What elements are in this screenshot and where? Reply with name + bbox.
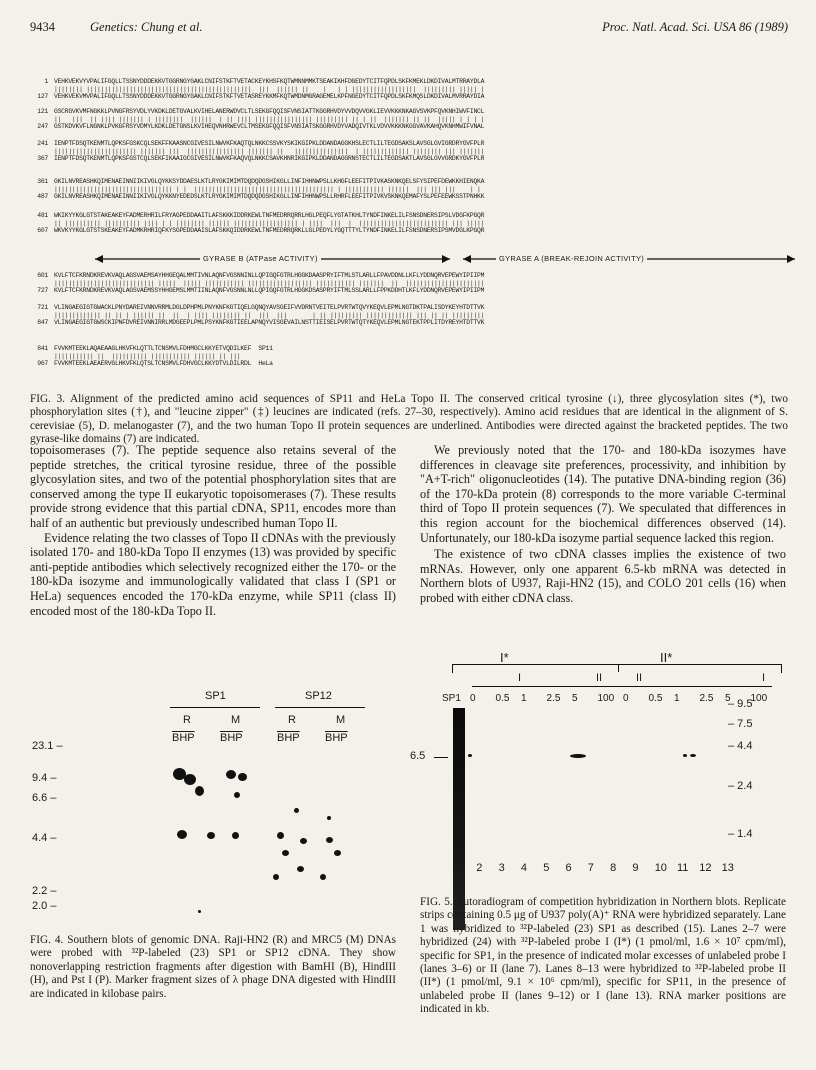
gyrase-b-label: GYRASE B (ATPase ACTIVITY) [200, 254, 321, 263]
alignment-block: 601 KVLFTCFKRNDKREVKVAQLAGSVAEMSAYHHGEQALMMTIVNLAQNFVGSNNINLLQPIGQFGTRLHGGKDAASPRYIFTMLSTLARLLFPAVDDNLLKFLYDDNQRVEPEWYIPIIPM |||||||||||||||||||||||||||| ||||| ||||| ||||||||||| |||||||||||||||||| ||||||||||| ||||||| || |||||||||||||||||||||| 727 KVLFTCFKRNDKREVKVAQLAGSVAEMSSYHHGEMSLMMTIINLAQNFVGSNNLNLLQPIGQFGTRLHGGKDSASPRYIFTMLSSLARLLFPPKDDHTLKFLYDDNQRVEPEWYIPIIPM [37, 272, 485, 295]
fig5-concentration: 2.5 [546, 693, 561, 704]
fig4-r-label-2: R [288, 714, 296, 726]
fig5-concentration: 2.5 [699, 693, 714, 704]
sequence-sp11: VEHKVEKVYVPALIFGQLLTSSNYDDDEKKVTGGRNGYGAKLCNIFSTKFTVETACKEYKHSFKQTWMNNMMKTSEAKIKHFDGEDYTCITFQPDLSKFKMEKLDKDIVALMTRRAYDLA [54, 78, 485, 85]
fig5-lane-number: 11 [677, 862, 689, 874]
left-paragraph-1: topoisomerases (7). The peptide sequence also retains several of the peptide stretches, the critical tyrosine residue, three of the possible glycosylation sites, and two of the potential phosphorylation sites that are conserved among the type II eukaryotic topoisomerases (7). These results provide strong evidence that this partial cDNA, SP11, encodes more than half of an authentic but previously undescribed human Topo II. [30, 443, 396, 530]
fig4-bhp-3: $\overline{BHP}$ [277, 732, 300, 744]
fig5-concentration: 0.5 [648, 693, 663, 704]
fig5-lane-number: 6 [565, 862, 572, 874]
fig5-lane-number: 9 [632, 862, 639, 874]
alignment-block: 481 WKIKYYKGLGTSTAKEAKEYFADMERHRILFRYAGPEDDAAITLAFSKKKIDDRKEWLTNFMEDRRQRRLHGLPEQFLYGTATKHLTYNDFINKELILFSNSDNERSIPSLVDGFKPGQR || |||||||||| |||||||||| |||| | | |||||||| |||||| |||||||||||||||||| | |||| ||| | ||||||||||||||||||||||||| ||| ||||| 607 WKVKYYKGLGTSTSKEAKEYFADMKRHRIQFKYSGPEDDAAISLAFSKKQIDDRKEWLTNFMEDRRQRKLLGLPEDYLYGQTTTYLTYNDFINKELILFSNSDNERSIPSMVDGLKPGQR [37, 212, 485, 235]
fig5-caption: FIG. 5. Autoradiogram of competition hybridization in Northern blots. Replicate strips containing 0.5 μg of U937 poly(A)⁺ RNA were hybridized separately. Lane 1 was hybridized to ³²P-labeled (23) SP1 as described (15). Lanes 2–7 were hybridized (24) with ³²P-labeled probe I (I*) (1 pmol/ml, 1.6 × 10⁷ cpm/ml), specific for SP1, in the presence of indicated molar excesses of unlabeled probe I (lanes 3–6) or II (lane 7). Lanes 8–13 were hybridized to ³²P-labeled probe II (II*) (1 pmol/ml, 9.1 × 10⁶ cpm/ml), specific for SP11, in the presence of unlabeled probe II (lanes 9–12) or I (lane 13). RNA marker positions are indicated in kb. [420, 896, 786, 1016]
fig5-comp1: I [518, 672, 522, 684]
sequence-hela: IENPTFDSQTKENMTLQPKSFGSTCQLSEKFIKAAIGCGIVESILNWVKFKAQVQLNKKCSAVKHNRIKGIPKLDDANDAGGRNSTECTLILTEGDSAKTLAVSGLGVVGRDKYGVFPLR [54, 155, 485, 163]
fig4-bhp-1: $\overline{BHP}$ [172, 732, 195, 744]
fig4-marker: 6.6 – [32, 792, 57, 804]
fig5-concentration: 100 [597, 693, 615, 704]
sequence-hela: GKILNVREASHKQIMENAEINNIIKIVGLQYKKNYEDEDSLKTLRYGKIMIMTDQDQDGSHIKGLLINFIHHNWPSLLRHRFLEEFITPIVKVSKNKQEMAFYSLPEFEEWKSSTPNHKK [54, 193, 485, 201]
fig4-marker: 4.4 – [32, 832, 57, 844]
fig5-lane-number: 8 [610, 862, 617, 874]
fig4-marker: 2.0 – [32, 900, 57, 912]
right-paragraph-2: The existence of two cDNA classes implies the existence of two mRNAs. However, only one apparent 6.5-kb mRNA was detected in Northern blots of U937, Raji-HN2 (15), and COLO 201 cells (16) when probed with either cDNA class. [420, 547, 786, 605]
fig5-comp4: I [762, 672, 766, 684]
fig5-northern-blot [410, 650, 800, 880]
fig5-concentration: 1 [674, 693, 680, 704]
page-number: 9434 [30, 20, 55, 34]
sequence-sp11: GSCRGVKVMFNGKKLPVNGFRSYVDLYVKDKLDETGVALKVIHELANERWDVCLTLSEKGFQQISFVNSIATTKGGRHVDYVVDQVVGKLIEVVKKKNKAGVSVKPFQVKNHIWVFINCL [54, 108, 485, 115]
fig5-concentration: 0.5 [495, 693, 510, 704]
fig4-sp1-label: SP1 [205, 690, 226, 702]
fig5-top-bracket [452, 664, 782, 673]
fig4-sp12-label: SP12 [305, 690, 332, 702]
sequence-sp11: FVVKMTEEKLAQAEAAGLHKVFKLQTTLTCNSMVLFDHMGCLKKYETVQDILKEF [54, 345, 252, 352]
fig5-right-marker: – 1.4 [728, 828, 753, 840]
left-paragraph-2: Evidence relating the two classes of Topo II cDNAs with the previously isolated 170- and 180-kDa Topo II enzymes (13) was provided by specific anti-peptide antibodies which selectively recognized either the 170- or the 180-kDa isozyme and immunologically validated that class I (SP1 or HeLa) sequences encoded the 170-kDa enzyme, while SP11 (class II) encoded most of the 180-kDa Topo II. [30, 530, 396, 618]
fig5-concentration: 5 [725, 693, 731, 704]
fig5-concentration: 5 [572, 693, 578, 704]
right-column [420, 443, 786, 606]
right-paragraph-1: We previously noted that the 170- and 180-kDa isozymes have differences in cleavage site preferences, processivity, and inhibition by "A+T-rich" oligonucleotides (14). The putative DNA-binding region (36) of the 170-kDa protein (8) corresponds to the more variable C-terminal third of Topo II protein sequences (7). We speculated that differences in this region account for the biochemical differences observed (14). Unfortunately, our 180-kDa isozyme partial sequence lacked this region. [420, 443, 786, 545]
fig5-lane-number: 7 [587, 862, 594, 874]
fig4-sp12-bracket [275, 707, 365, 708]
fig5-lane-number: 13 [721, 862, 734, 874]
fig4-m-label-2: M [336, 714, 346, 726]
sequence-hela: VEHKVEKVMVPALIFGQLLTSSNYDDDEKKVTGGRNGYGAKLCNIFSTKFTVETASREYKKMFKQTWMDNMGRAGEMELKPFNGEDYTCITFQPDLSKFKMQSLDKDIVALMVRRAYDIA [54, 93, 485, 101]
fig5-concentration: 100 [750, 693, 768, 704]
fig5-lane-number: 4 [520, 862, 528, 874]
alignment-block: 361 GKILNVREASHKQIMENAEINNIIKIVGLQYKKSYDDAESLKTLRYGKIMIMTDQDQDGSHIKGLLINFIHHNWPSLLKHGFLEEFITPIVKASKNKQELSFYSIPEFDEWKKHIENQKA ||||||||||||||||||||||||||||||||| | | ||||||||||||||||||||||||||||||||||||||| | ||||||||||| |||||| ||| ||| ||| | | 487 GKILNVREASHKQIMENAEINNIIKIVGLQYKKNYEDEDSLKTLRYGKIMIMTDQDQDGSHIKGLLINFIHHNWPSLLRHRFLEEFITPIVKVSKNKQEMAFYSLPEFEEWKSSTPNHKK [37, 178, 485, 201]
fig4-marker: 2.2 – [32, 885, 57, 897]
sequence-sp11: VLINGAEGIGTGWACKLPNYDAREIVNNVRRMLDGLDPHPMLPNYKNFKGTIQELGQNQYAVSGEIFVVDRNTVEITELPVRTWTQVYKEQVLEPMLNGTDKTPALISDYKEYHTDTTVK [54, 304, 485, 311]
gyrase-a-label: GYRASE A (BREAK-REJOIN ACTIVITY) [496, 254, 647, 263]
sequence-hela: VLINGAEGIGTGWSCKIPNFDVREIVNNIRRLMDGEEPLPMLPSYKNFKGTIEELAPNQYVISGEVAILNSTTIEISELPVRTWTQTYKEQVLEPMLNGTEKTPPLITDYREYHTDTTVK [54, 319, 485, 327]
fig4-m-label-1: M [231, 714, 241, 726]
fig5-right-marker: – 2.4 [728, 780, 753, 792]
running-head: Genetics: Chung et al. [90, 20, 203, 34]
fig5-left-marker: 6.5 [410, 750, 426, 762]
sequence-sp11: GKILNVREASHKQIMENAEINNIIKIVGLQYKKSYDDAESLKTLRYGKIMIMTDQDQDGSHIKGLLINFIHHNWPSLLKHGFLEEFITPIVKASKNKQELSFYSIPEFDEWKKHIENQKA [54, 178, 485, 185]
sequence-alignment [0, 0, 816, 385]
fig5-concentration: 0 [623, 693, 629, 704]
fig5-comp2: II [596, 672, 603, 684]
fig5-concentration: 0 [470, 693, 476, 704]
fig3-caption: FIG. 3. Alignment of the predicted amino acid sequences of SP11 and HeLa Topo II. The conserved critical tyrosine (↓), three glycosylation sites (*), two phosphorylation sites (†), and "leucine zipper" (‡) leucines are indicated (refs. 27–30, respectively). Amino acid residues that are identical in the alignment of S. cerevisiae (5), D. melanogaster (7), and the two human Topo II protein sequences are underlined. Antibodies were directed against the bracketed peptides. The two gyrase-like domains (7) are indicated. [30, 393, 788, 446]
alignment-block: 721 VLINGAEGIGTGWACKLPNYDAREIVNNVRRMLDGLDPHPMLPNYKNFKGTIQELGQNQYAVSGEIFVVDRNTVEITELPVRTWTQVYKEQVLEPMLNGTDKTPALISDYKEYHTDTTVK ||||||||||||| || || | |||||| || || | |||| |||||||| || ||| ||| | || ||||||||| ||||||||||||| ||| || || ||||||||| 847 VLINGAEGIGTGWSCKIPNFDVREIVNNIRRLMDGEEPLPMLPSYKNFKGTIEELAPNQYVISGEVAILNSTTIEISELPVRTWTQTYKEQVLEPMLNGTEKTPPLITDYREYHTDTTVK [37, 304, 485, 327]
fig5-lane-number: 1 [454, 862, 461, 874]
sequence-hela: GSTKDVKVFLNGNKLPVKGFRSYVDMYLKDKLDETGNSLKVIHEQVNHRWEVCLTMSEKGFQQISFVNSIATSKGGRHVDYVADQIVTKLVDVVKKKNKGGVAVKAHQVKNHMWIFVNAL [54, 123, 485, 131]
sequence-hela: FVVKMTEEKLAEAERVGLHKVFKLQTSLTCNSMVLFDHVGCLKKYDTVLDILRDL [54, 360, 252, 368]
fig5-lane-number: 5 [543, 862, 550, 874]
fig5-concentration: 1 [521, 693, 527, 704]
sequence-sp11: IENPTFDSQTKENMTLQPKSFGSKCQLSEKFFKAASNCGIVESILNWVKFKAQTQLNKKCSSVKYSKIKGIPKLDDANDAGGKHSLECTLILTEGDSAKSLAVSGLGVIGRDRYGVFPLR [54, 140, 485, 147]
fig5-right-marker: – 4.4 [728, 740, 753, 752]
fig4-southern-blot [30, 690, 400, 930]
sequence-sp11: KVLFTCFKRNDKREVKVAQLAGSVAEMSAYHHGEQALMMTIVNLAQNFVGSNNINLLQPIGQFGTRLHGGKDAASPRYIFTMLSTLARLLFPAVDDNLLKFLYDDNQRVEPEWYIPIIPM [54, 272, 485, 279]
alignment-block: 1 VEHKVEKVYVPALIFGQLLTSSNYDDDEKKVTGGRNGYGAKLCNIFSTKFTVETACKEYKHSFKQTWMNNMMKTSEAKIKHFDGEDYTCITFQPDLSKFKMEKLDKDIVALMTRRAYDLA |||||||| |||||||||||||||||||||||||||||||||||||||||||||| ||| |||||| || | | | |||||||||||||||||| ||||||||| ||||| | 127 VEHKVEKVMVPALIFGQLLTSSNYDDDEKKVTGGRNGYGAKLCNIFSTKFTVETASREYKKMFKQTWMDNMGRAGEMELKPFNGEDYTCITFQPDLSKFKMQSLDKDIVALMVRRAYDIA [37, 78, 485, 101]
fig5-lane-number: 12 [699, 862, 712, 874]
fig4-caption: FIG. 4. Southern blots of genomic DNA. Raji-HN2 (R) and MRC5 (M) DNAs were probed with ³²P-labeled (23) SP1 or SP12 cDNA. They show nonoverlapping restriction fragments after digestion with BamHI (B), HindIII (H), and Pst I (P). Marker fragment sizes of λ phage DNA digested with HindIII are indicated in kilobase pairs. [30, 934, 396, 1000]
sequence-hela: WKVKYYKGLGTSTSKEAKEYFADMKRHRIQFKYSGPEDDAAISLAFSKKQIDDRKEWLTNFMEDRRQRKLLGLPEDYLYGQTTTYLTYNDFINKELILFSNSDNERSIPSMVDGLKPGQR [54, 227, 485, 235]
fig5-sp1-label: SP1 [442, 693, 461, 704]
fig4-sp1-bracket [170, 707, 260, 708]
fig5-probe2-label: II* [660, 650, 673, 665]
fig5-probe1-label: I* [500, 650, 509, 665]
fig5-lane-number: 10 [654, 862, 667, 874]
fig4-marker: 23.1 – [32, 740, 63, 752]
fig4-marker: 9.4 – [32, 772, 57, 784]
fig5-right-marker: – 7.5 [728, 718, 753, 730]
fig5-right-marker: – 9.5 [728, 698, 753, 710]
fig4-bhp-2: $\overline{BHP}$ [220, 732, 243, 744]
sequence-hela: KVLFTCFKRNDKREVKVAQLAGSVAEMSSYHHGEMSLMMTIINLAQNFVGSNNLNLLQPIGQFGTRLHGGKDSASPRYIFTMLSSLARLLFPPKDDHTLKFLYDDNQRVEPEWYIPIIPM [54, 287, 485, 295]
alignment-block: 241 IENPTFDSQTKENMTLQPKSFGSKCQLSEKFFKAASNCGIVESILNWVKFKAQTQLNKKCSSVKYSKIKGIPKLDDANDAGGKHSLECTLILTEGDSAKSLAVSGLGVIGRDRYGVFPLR ||||||||||||||||||||||| ||||||| ||| |||||||||||||||| ||||||| || ||||||||||||||| | ||||||||||||| |||||||| ||| ||||||| 367 IENPTFDSQTKENMTLQPKSFGSTCQLSEKFIKAAIGCGIVESILNWVKFKAQVQLNKKCSAVKHNRIKGIPKLDDANDAGGRNSTECTLILTEGDSAKTLAVSGLGVVGRDKYGVFPLR [37, 140, 485, 163]
journal-ref: Proc. Natl. Acad. Sci. USA 86 (1989) [602, 20, 788, 34]
fig4-bhp-4: $\overline{BHP}$ [325, 732, 348, 744]
fig4-r-label-1: R [183, 714, 191, 726]
fig5-lane-number: 3 [498, 862, 505, 874]
left-column [30, 443, 396, 618]
alignment-block: 841 FVVKMTEEKLAQAEAAGLHKVFKLQTTLTCNSMVLFDHMGCLKKYETVQDILKEF SP11 ||||||||||| || |||||||||| ||||||||||| |||||| || ||| 967 FVVKMTEEKLAEAERVGLHKVFKLQTSLTCNSMVLFDHVGCLKKYDTVLDILRDL HeLa [37, 345, 273, 368]
sequence-sp11: WKIKYYKGLGTSTAKEAKEYFADMERHRILFRYAGPEDDAAITLAFSKKKIDDRKEWLTNFMEDRRQRRLHGLPEQFLYGTATKHLTYNDFINKELILFSNSDNERSIPSLVDGFKPGQR [54, 212, 485, 219]
fig5-comp3: II [636, 672, 643, 684]
alignment-block: 121 GSCRGVKVMFNGKKLPVNGFRSYVDLYVKDKLDETGVALKVIHELANERWDVCLTLSEKGFQQISFVNSIATTKGGRHVDYVVDQVVGKLIEVVKKKNKAGVSVKPFQVKNHIWVFINCL || ||| || |||| ||||||| | |||||||| |||||| | || |||| |||||||||||||||| ||||||||| || | || ||||||| || || ||||| | | | | 247 GSTKDVKVFLNGNKLPVKGFRSYVDMYLKDKLDETGNSLKVIHEQVNHRWEVCLTMSEKGFQQISFVNSIATSKGGRHVDYVADQIVTKLVDVVKKKNKGGVAVKAHQVKNHMWIFVNAL [37, 108, 485, 131]
fig5-lane-number: 2 [476, 862, 483, 874]
